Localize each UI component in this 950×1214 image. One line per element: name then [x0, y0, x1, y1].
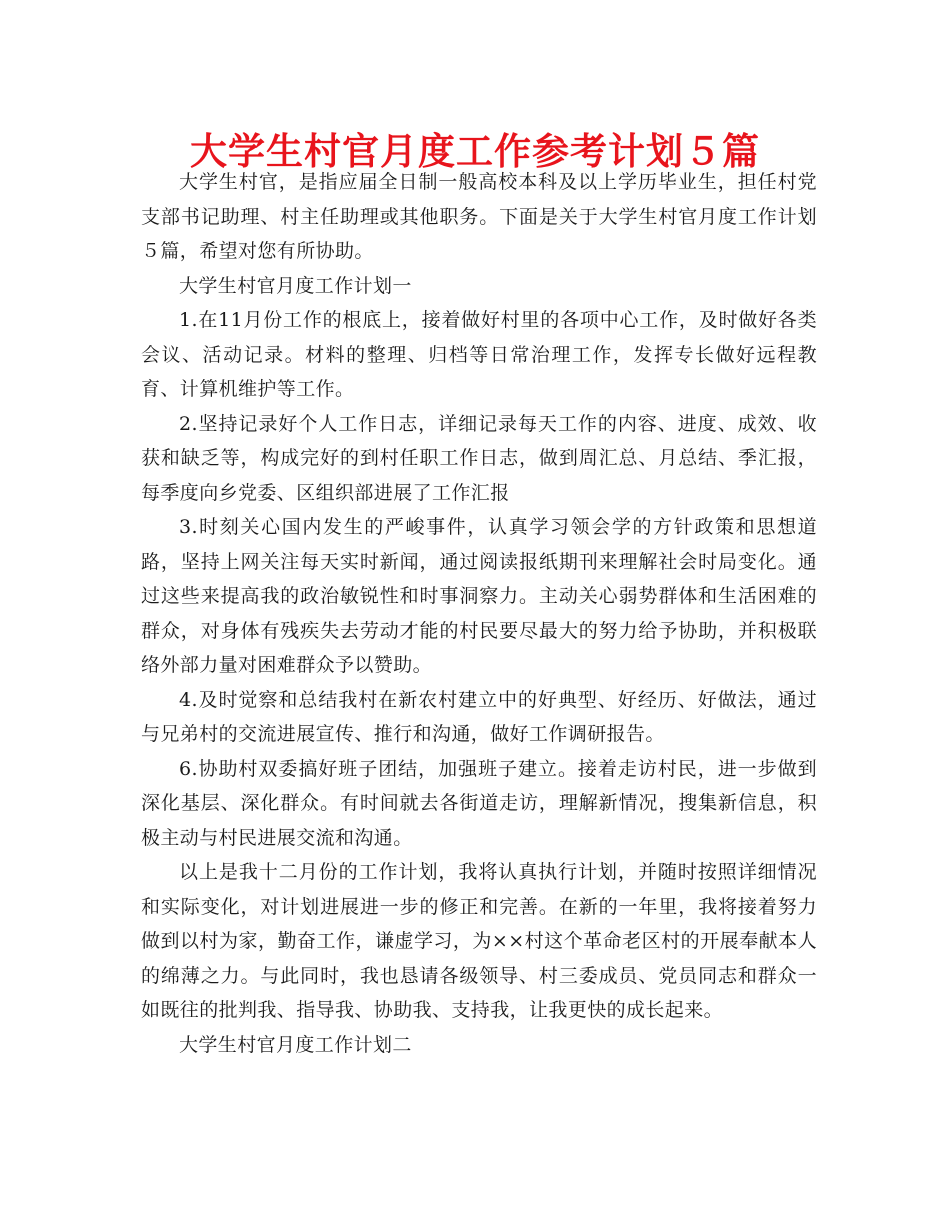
intro-paragraph: 大学生村官，是指应届全日制一般高校本科及以上学历毕业生，担任村党支部书记助理、村主任助理或其他职务。下面是关于大学生村官月度工作计划５篇，希望对您有所协助。 [141, 171, 817, 262]
document-title: 大学生村官月度工作参考计划５篇 [190, 130, 760, 173]
document-body [141, 165, 817, 1062]
plan-item-1: 1.在11月份工作的根底上，接着做好村里的各项中心工作，及时做好各类会议、活动记录。材料的整理、归档等日常治理工作，发挥专长做好远程教育、计算机维护等工作。 [141, 309, 818, 400]
summary-paragraph: 以上是我十二月份的工作计划，我将认真执行计划，并随时按照详细情况和实际变化，对计划进展进一步的修正和完善。在新的一年里，我将接着努力做到以村为家，勤奋工作，谦虚学习，为××村这个革命老区村的开展奉献本人的绵薄之力。与此同时，我也恳请各级领导、村三委成员、党员同志和群众一如既往的批判我、指导我、协助我、支持我，让我更快的成长起来。 [141, 861, 817, 1021]
section-heading-plan-one: 大学生村官月度工作计划一 [179, 274, 412, 297]
plan-item-2: 2.坚持记录好个人工作日志，详细记录每天工作的内容、进度、成效、收获和缺乏等，构成完好的到村任职工作日志，做到周汇总、月总结、季汇报，每季度向乡党委、区组织部进展了工作汇报 [141, 412, 817, 504]
plan-item-6: 6.协助村双委搞好班子团结，加强班子建立。接着走访村民，进一步做到深化基层、深化群众。有时间就去各街道走访，理解新情况，搜集新信息，积极主动与村民进展交流和沟通。 [141, 757, 817, 849]
section-heading-plan-two: 大学生村官月度工作计划二 [179, 1033, 412, 1056]
plan-item-3: 3.时刻关心国内发生的严峻事件，认真学习领会学的方针政策和思想道路，坚持上网关注每天实时新闻，通过阅读报纸期刊来理解社会时局变化。通过这些来提高我的政治敏锐性和时事洞察力。主动关心弱势群体和生活困难的群众，对身体有残疾失去劳动才能的村民要尽最大的努力给予协助，并积极联络外部力量对困难群众予以赞助。 [141, 516, 817, 676]
plan-item-4: 4.及时觉察和总结我村在新农村建立中的好典型、好经历、好做法，通过与兄弟村的交流进展宣传、推行和沟通，做好工作调研报告。 [141, 688, 817, 745]
